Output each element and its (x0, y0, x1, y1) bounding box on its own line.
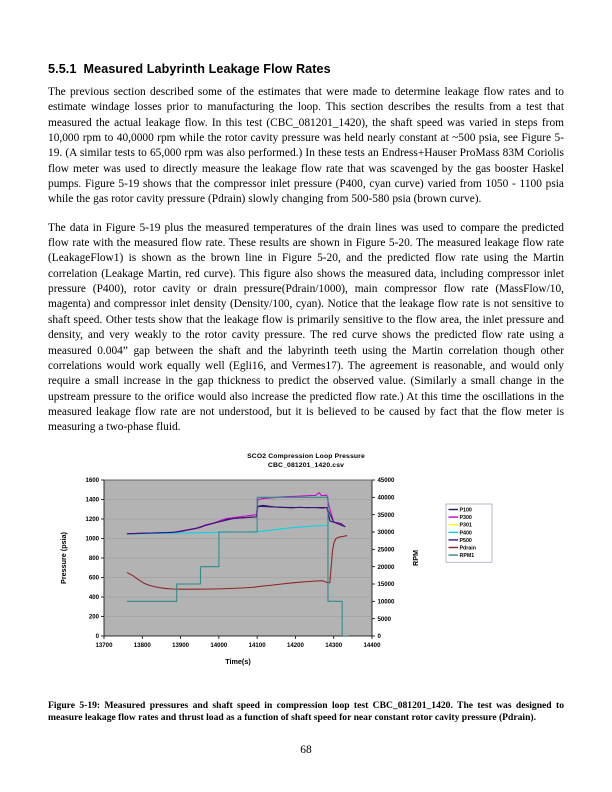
svg-text:13700: 13700 (95, 641, 113, 649)
svg-text:0: 0 (377, 632, 381, 640)
svg-text:5000: 5000 (377, 615, 392, 623)
svg-text:1600: 1600 (85, 476, 99, 484)
svg-text:1000: 1000 (85, 535, 99, 543)
chart-legend (446, 504, 492, 562)
svg-text:14300: 14300 (325, 641, 343, 649)
x-axis-title: Time(s) (225, 656, 251, 666)
svg-text:1400: 1400 (85, 496, 99, 504)
body-paragraph-1: The previous section described some of the estimates that were made to determine leakage flow rates and to estimate windage losses prior to manufacturing the loop. This section describes the results from a test that measured the actual leakage flow. In this test (CBC_081201_1420), the shaft speed was varied in steps from 10,000 rpm to 40,0000 rpm while the rotor cavity pressure was held nearly constant at ~500 psia, see Figure 5-19. (A similar tests to 65,000 rpm was also performed.) In these tests an Endress+Hauser ProMass 83M Coriolis flow meter was used to directly measure the leakage flow rate that was scavenged by the gas booster Haskel pumps. Figure 5-19 shows that the compressor inlet pressure (P400, cyan curve) varied from 1050 - 1100 psia while the gas rotor cavity pressure (Pdrain) slowly changing from 500-580 psia (brown curve). (48, 86, 564, 206)
chart-title: SCO2 Compression Loop Pressure (247, 452, 365, 460)
x-axis (96, 636, 382, 649)
figure-caption: Figure 5-19: Measured pressures and shaft speed in compression loop test CBC_081201_1420. The test was designed to measure leakage flow rates and thrust load as a function of shaft speed for near constant rotor cavity pressure (Pdrain). (48, 699, 564, 724)
svg-text:13900: 13900 (172, 641, 190, 649)
svg-text:14100: 14100 (248, 641, 266, 649)
svg-text:20000: 20000 (377, 563, 395, 571)
chart-svg (48, 452, 564, 682)
section-number: 5.5.1 (48, 62, 77, 76)
svg-text:P300: P300 (459, 514, 472, 521)
svg-text:200: 200 (88, 613, 99, 621)
svg-text:400: 400 (88, 593, 99, 601)
svg-text:14200: 14200 (286, 641, 304, 649)
svg-text:35000: 35000 (377, 511, 395, 519)
y-axis-left (85, 477, 104, 640)
svg-text:600: 600 (88, 574, 99, 582)
svg-text:Pdrain: Pdrain (459, 545, 476, 552)
svg-text:800: 800 (88, 554, 99, 562)
figure-5-19 (48, 452, 564, 725)
chart-subtitle: CBC_081201_1420.csv (267, 462, 345, 470)
y-axis-left-title: Pressure (psia) (59, 531, 68, 584)
chart-container (48, 452, 564, 682)
svg-text:25000: 25000 (377, 546, 395, 554)
section-title: Measured Labyrinth Leakage Flow Rates (83, 62, 331, 76)
y-axis-right-title: RPM (411, 549, 420, 566)
page-number: 68 (300, 744, 312, 756)
body-paragraph-2: The data in Figure 5-19 plus the measured temperatures of the drain lines was used to compare the predicted flow rate with the measured flow rate. These results are shown in Figure 5-20. The measured leakage flow rate (LeakageFlow1) is shown as the brown line in Figure 5-20, and the predicted flow rate using the Martin correlation (Leakage Martin, red curve). This figure also shows the measured data, including compressor inlet pressure (P400), rotor cavity or drain pressure(Pdrain/1000), main compressor flow rate (MassFlow/10, magenta) and compressor inlet density (Density/100, cyan). Notice that the leakage flow rate is not sensitive to shaft speed. Other tests show that the leakage flow is primarily sensitive to the flow area, the inlet pressure and density, and very weakly to the rotor cavity pressure. The red curve shows the predicted flow rate using a measured 0.004” gap between the shaft and the labyrinth teeth using the Martin correlation though other correlations would work equally well (Egli16, and Vermes17). The agreement is reasonable, and would only require a small increase in the gap thickness to predict the observed value. (Similarly a small change in the upstream pressure to the orifice would also increase the predicted flow rate.) At this time the oscillations in the measured leakage flow rate are not understood, but it is believed to be caused by fact that the flow meter is measuring a two-phase fluid. (48, 221, 564, 434)
svg-text:P301: P301 (459, 522, 472, 529)
svg-text:P400: P400 (459, 529, 472, 536)
svg-text:P500: P500 (459, 537, 472, 544)
svg-text:13800: 13800 (133, 641, 151, 649)
svg-text:30000: 30000 (377, 528, 395, 536)
svg-text:10000: 10000 (377, 598, 395, 606)
svg-text:RPM1: RPM1 (459, 552, 475, 559)
svg-text:40000: 40000 (377, 494, 395, 502)
svg-text:14400: 14400 (363, 641, 381, 649)
svg-text:1200: 1200 (85, 515, 99, 523)
svg-text:P100: P100 (459, 507, 472, 514)
svg-text:15000: 15000 (377, 580, 395, 588)
y-axis-right (372, 477, 395, 640)
svg-text:14000: 14000 (210, 641, 228, 649)
svg-text:45000: 45000 (377, 476, 395, 484)
section-heading (48, 62, 564, 76)
svg-text:0: 0 (95, 632, 99, 640)
